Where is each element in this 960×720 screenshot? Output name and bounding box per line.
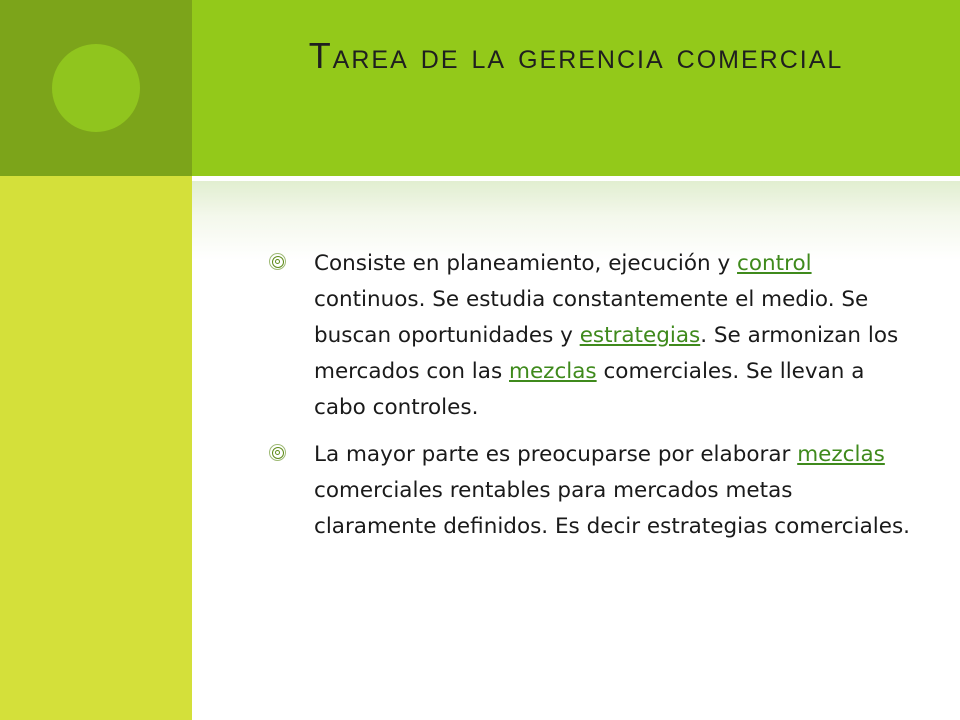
bullet-item-2 <box>270 437 910 545</box>
bullet-text: comerciales rentables para mercados metas claramente definidos. Es decir estrategias comerciales. <box>314 478 911 539</box>
bullet-text: comerciales. Se llevan a cabo controles. <box>314 359 865 420</box>
corner-block <box>0 0 192 176</box>
decorative-circle <box>52 44 140 132</box>
target-bullet-icon <box>272 256 284 268</box>
slide-title: Tarea de la gerencia comercial <box>308 35 844 76</box>
bullet-item-1 <box>270 246 910 426</box>
link-estrategias[interactable]: estrategias <box>579 323 701 348</box>
bullet-text: Consiste en planeamiento, ejecución y <box>314 251 738 276</box>
bullet-text: La mayor parte es preocuparse por elaborar <box>314 442 798 467</box>
link-mezclas[interactable]: mezclas <box>509 359 597 384</box>
link-mezclas-2[interactable]: mezclas <box>797 442 885 467</box>
bullet-text: . Se armonizan los mercados con las <box>314 323 899 384</box>
target-bullet-icon <box>272 447 284 459</box>
slide-body <box>270 246 910 556</box>
bullet-text: continuos. Se estudia constantemente el medio. Se buscan oportunidades y <box>314 287 869 348</box>
link-control[interactable]: control <box>737 251 812 276</box>
